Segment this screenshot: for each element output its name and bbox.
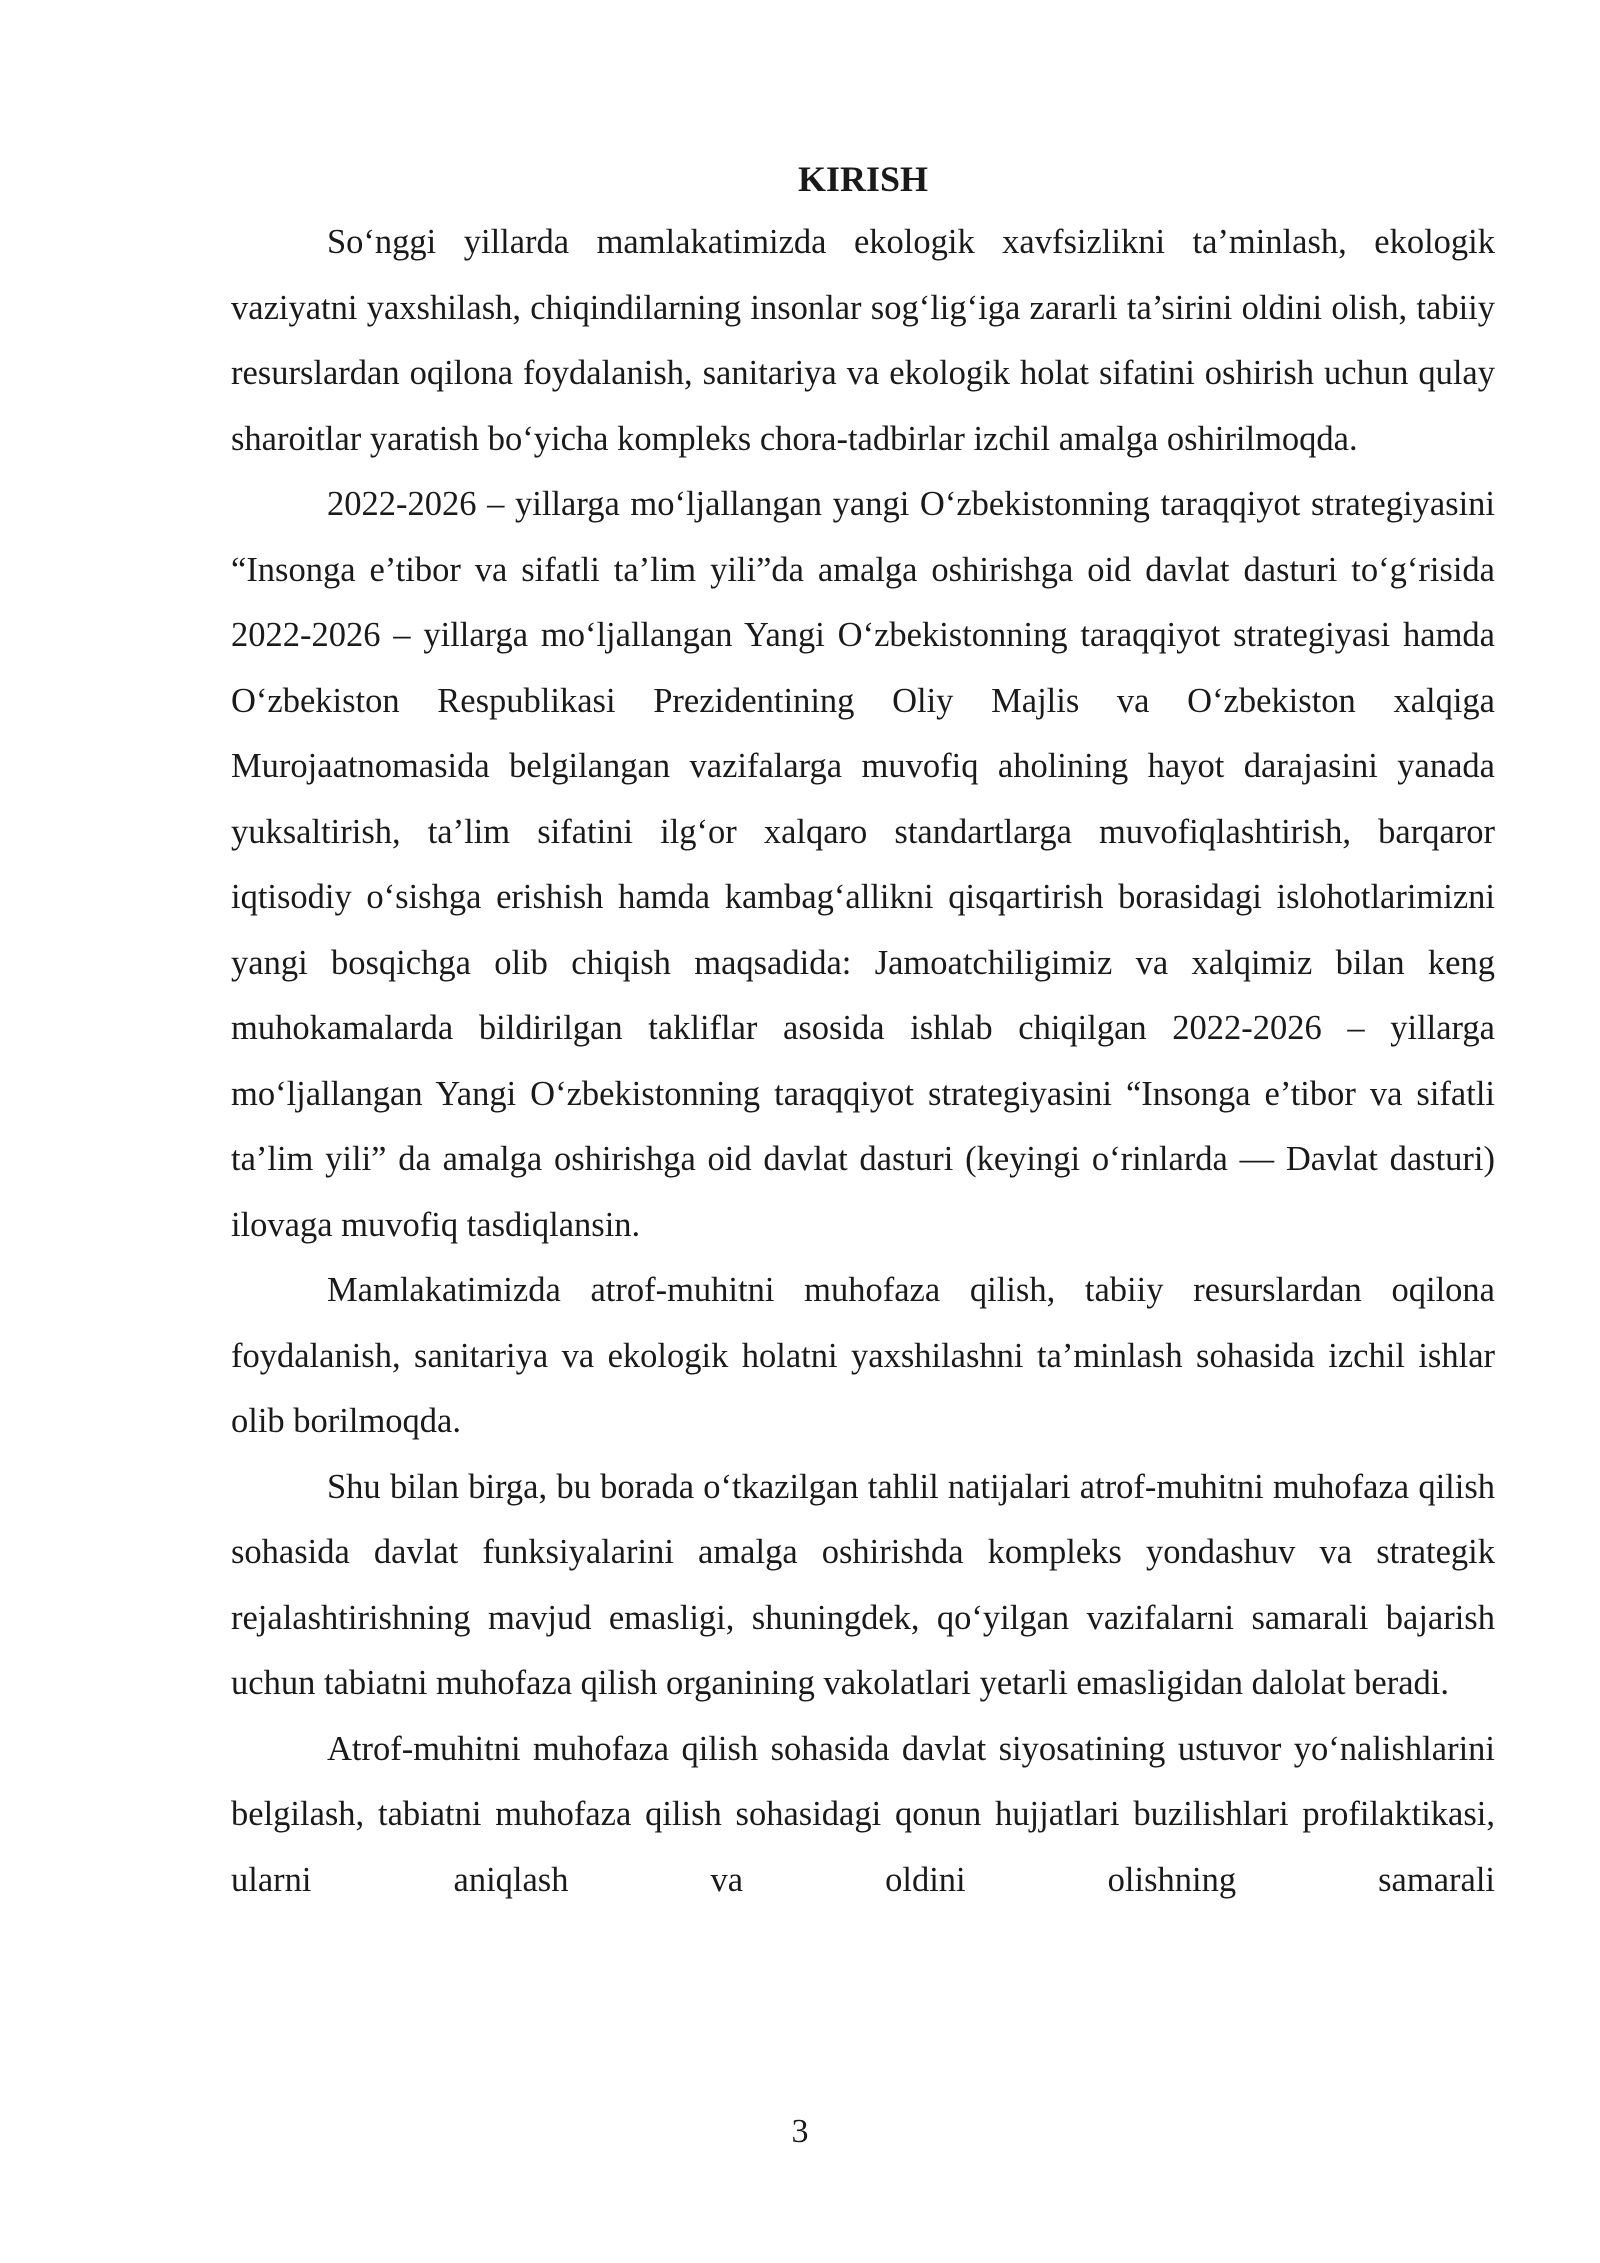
page-content — [231, 148, 1495, 1913]
paragraph-4: Shu bilan birga, bu borada o‘tkazilgan tahlil natijalari atrof-muhitni muhofaza qilish sohasida davlat funksiyalarini amalga oshirishda kompleks yondashuv va strategik rejalashtirishning mavjud emasligi, shuningdek, qo‘yilgan vazifalarni samarali bajarish uchun tabiatni muhofaza qilish organining vakolatlari yetarli emasligidan dalolat beradi. — [231, 1467, 1495, 1702]
paragraph-2: 2022-2026 – yillarga mo‘ljallangan yangi O‘zbekistonning taraqqiyot strategiyasini “Insonga e’tibor va sifatli ta’lim yili”da amalga oshirishga oid davlat dasturi to‘g‘risida 2022-2026 – yillarga mo‘ljallangan Yangi O‘zbekistonning taraqqiyot strategiyasi hamda O‘zbekiston Respublikasi Prezidentining Oliy Majlis va O‘zbekiston xalqiga Murojaatnomasida belgilangan vazifalarga muvofiq aholining hayot darajasini yanada yuksaltirish, ta’lim sifatini ilg‘or xalqaro standartlarga muvofiqlashtirish, barqaror iqtisodiy o‘sishga erishish hamda kambag‘allikni qisqartirish borasidagi islohotlarimizni yangi bosqichga olib chiqish maqsadida: Jamoatchiligimiz va xalqimiz bilan keng muhokamalarda bildirilgan takliflar asosida ishlab chiqilgan 2022-2026 – yillarga mo‘ljallangan Yangi O‘zbekistonning taraqqiyot strategiyasini “Insonga e’tibor va sifatli ta’lim yili” da amalga oshirishga oid davlat dasturi (keyingi o‘rinlarda — Davlat dasturi) ilovaga muvofiq tasdiqlansin. — [231, 485, 1495, 1244]
paragraph-5: Atrof-muhitni muhofaza qilish sohasida davlat siyosatining ustuvor yo‘nalishlarini belgilash, tabiatni muhofaza qilish sohasidagi qonun hujjatlari buzilishlari profilaktikasi, ularni aniqlash va oldini olishning samarali — [231, 1729, 1495, 1899]
paragraph-1: So‘nggi yillarda mamlakatimizda ekologik xavfsizlikni ta’minlash, ekologik vaziyatni yaxshilash, chiqindilarning insonlar sog‘lig‘iga zararli ta’sirini oldini olish, tabiiy resurslardan oqilona foydalanish, sanitariya va ekologik holat sifatini oshirish uchun qulay sharoitlar yaratish bo‘yicha kompleks chora-tadbirlar izchil amalga oshirilmoqda. — [231, 223, 1495, 458]
section-title: KIRISH — [797, 159, 929, 199]
page-number: 3 — [791, 2113, 809, 2150]
paragraph-3: Mamlakatimizda atrof-muhitni muhofaza qilish, tabiiy resurslardan oqilona foydalanish, sanitariya va ekologik holatni yaxshilashni ta’minlash sohasida izchil ishlar olib borilmoqda. — [231, 1271, 1495, 1440]
